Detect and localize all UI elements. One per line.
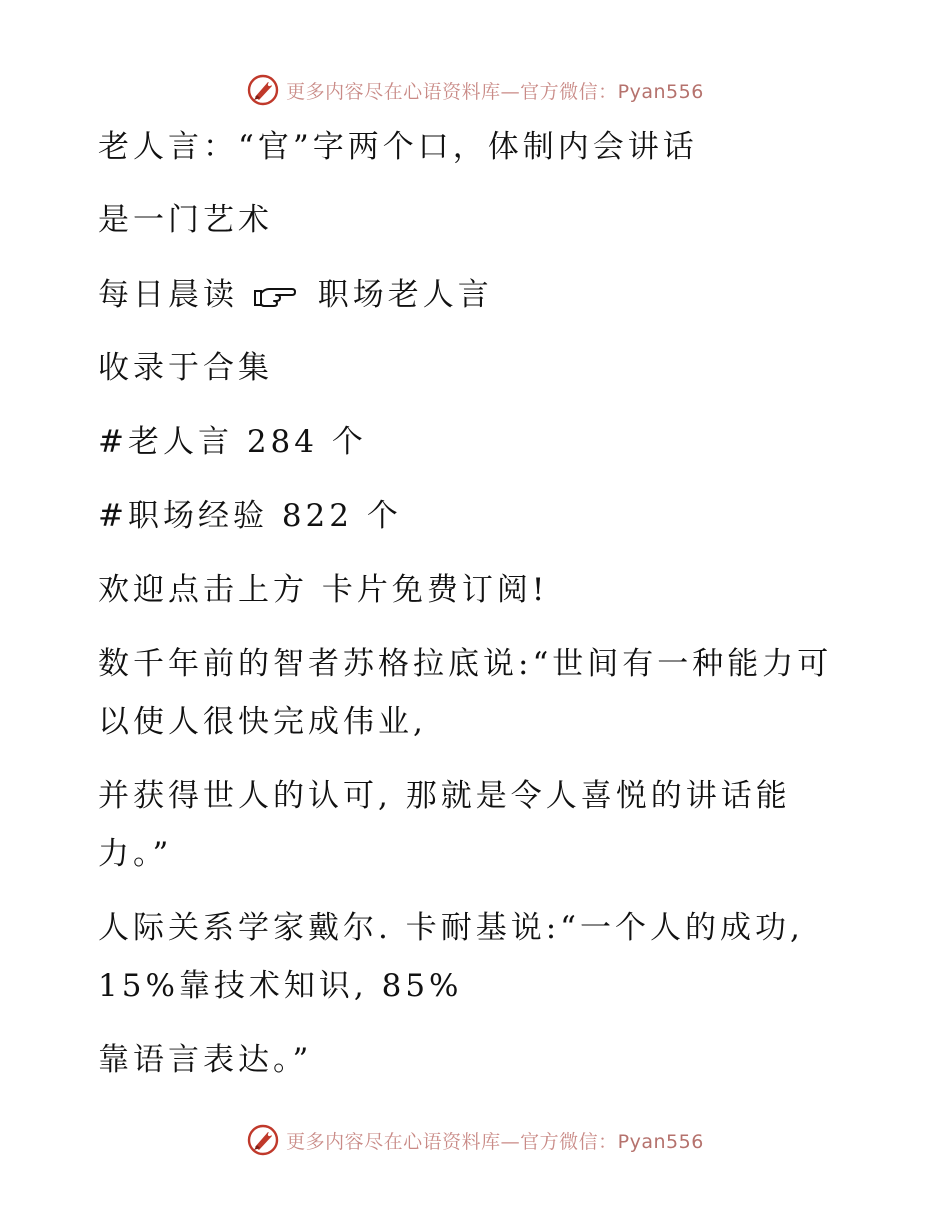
- watermark-text: 更多内容尽在心语资料库—官方微信：Pyan556: [286, 1130, 704, 1153]
- tag-workplace-experience: #职场经验 822 个: [98, 498, 402, 534]
- text-line-3: [98, 275, 493, 315]
- text-line-11: 力。”: [98, 836, 173, 872]
- wechat-id: Pyan556: [617, 1130, 704, 1153]
- wechat-id: Pyan556: [617, 80, 704, 103]
- pen-nib-seal-icon: [246, 73, 280, 107]
- text-line-1: 老人言：“官”字两个口，体制内会讲话: [98, 129, 698, 165]
- morning-reading-label: 每日晨读: [98, 277, 238, 313]
- pointing-hand-icon: [252, 281, 296, 309]
- footer-watermark: [0, 1122, 950, 1158]
- text-line-9: 以使人很快完成伟业,: [98, 704, 427, 740]
- text-line-2: 是一门艺术: [98, 202, 273, 238]
- subscribe-prompt: 欢迎点击上方 卡片免费订阅!: [98, 572, 549, 608]
- text-line-8: 数千年前的智者苏格拉底说:“世间有一种能力可: [98, 646, 833, 682]
- header-watermark: [0, 72, 950, 108]
- text-line-10: 并获得世人的认可, 那就是令人喜悦的讲话能: [98, 778, 791, 814]
- text-line-13: 15%靠技术知识, 85%: [98, 968, 463, 1004]
- collection-title: 职场老人言: [317, 277, 493, 313]
- watermark-text: 更多内容尽在心语资料库—官方微信：Pyan556: [286, 80, 704, 103]
- tag-laorenyan: #老人言 284 个: [98, 424, 367, 460]
- text-line-12: 人际关系学家戴尔. 卡耐基说:“一个人的成功,: [98, 910, 804, 946]
- pen-nib-seal-icon: [246, 1123, 280, 1157]
- text-line-4: 收录于合集: [98, 350, 273, 386]
- text-line-14: 靠语言表达。”: [98, 1042, 313, 1078]
